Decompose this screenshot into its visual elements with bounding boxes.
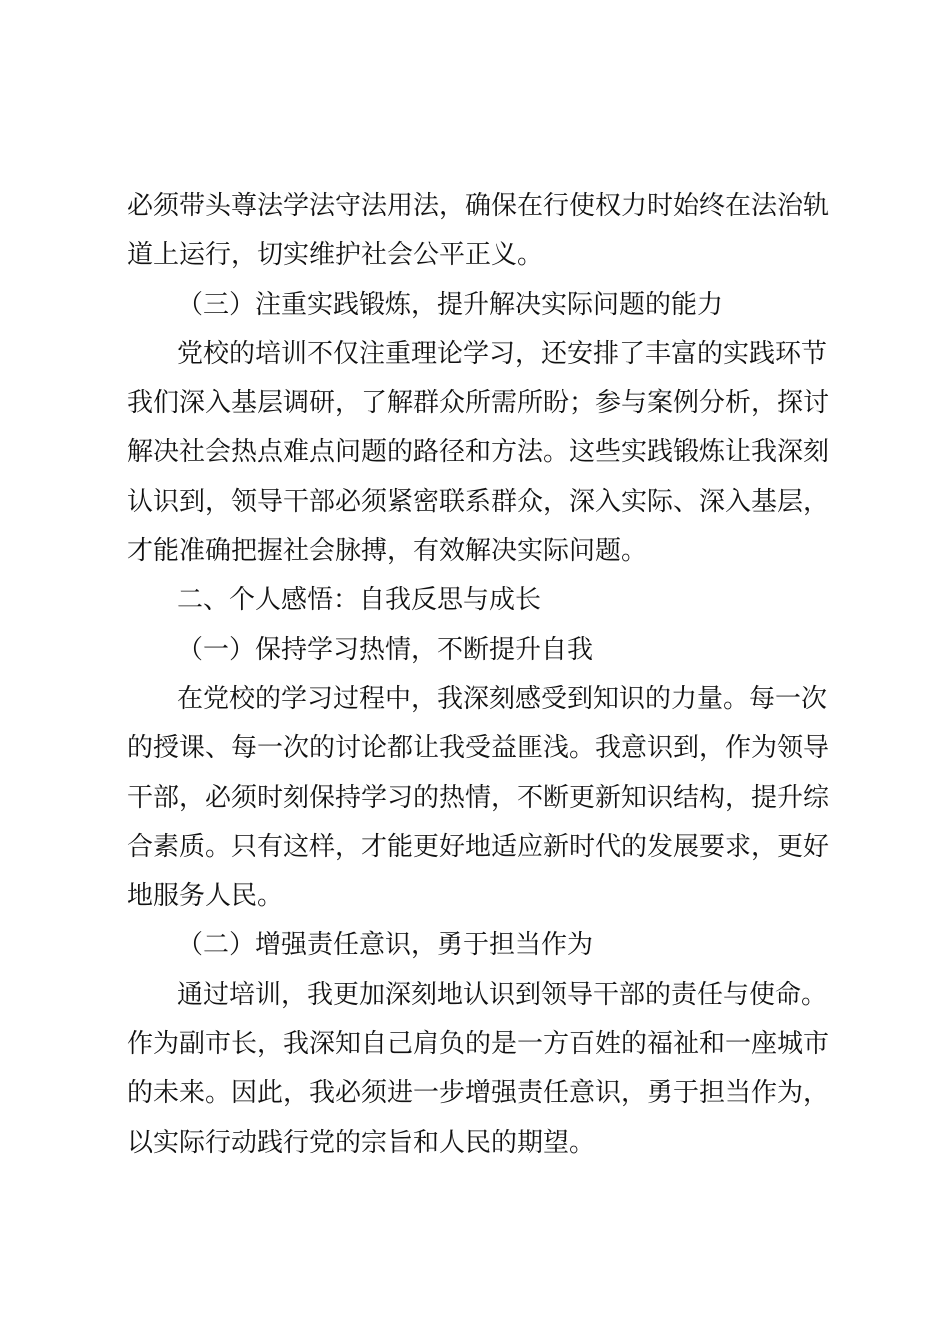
text-line: 认识到，领导干部必须紧密联系群众，深入实际、深入基层， <box>127 486 830 517</box>
section-heading: （三）注重实践锻炼，提升解决实际问题的能力 <box>177 289 724 320</box>
text-line: 道上运行，切实维护社会公平正义。 <box>127 240 544 271</box>
text-line: 作为副市长，我深知自己肩负的是一方百姓的福祉和一座城市 <box>127 1029 830 1060</box>
text-line: 必须带头尊法学法守法用法，确保在行使权力时始终在法治轨 <box>127 191 830 221</box>
text-line: 地服务人民。 <box>127 881 284 912</box>
text-line: 我们深入基层调研，了解群众所需所盼；参与案例分析，探讨 <box>127 388 830 419</box>
text-line: 通过培训，我更加深刻地认识到领导干部的责任与使命。 <box>177 979 828 1010</box>
document-body <box>127 182 833 1168</box>
section-heading: （一）保持学习热情，不断提升自我 <box>177 634 594 665</box>
text-line: 合素质。只有这样，才能更好地适应新时代的发展要求，更好 <box>127 831 830 862</box>
text-line: 解决社会热点难点问题的路径和方法。这些实践锻炼让我深刻 <box>127 437 830 468</box>
text-line: 在党校的学习过程中，我深刻感受到知识的力量。每一次 <box>177 683 828 714</box>
text-line: 的未来。因此，我必须进一步增强责任意识，勇于担当作为， <box>127 1078 830 1109</box>
text-line: 党校的培训不仅注重理论学习，还安排了丰富的实践环节 <box>177 338 828 369</box>
section-heading: （二）增强责任意识，勇于担当作为 <box>177 930 594 961</box>
text-line: 的授课、每一次的讨论都让我受益匪浅。我意识到，作为领导 <box>127 733 830 764</box>
text-line: 以实际行动践行党的宗旨和人民的期望。 <box>127 1127 596 1158</box>
text-line: 干部，必须时刻保持学习的热情，不断更新知识结构，提升综 <box>127 782 830 813</box>
chapter-heading: 二、个人感悟：自我反思与成长 <box>177 585 542 616</box>
text-line: 才能准确把握社会脉搏，有效解决实际问题。 <box>127 536 648 567</box>
